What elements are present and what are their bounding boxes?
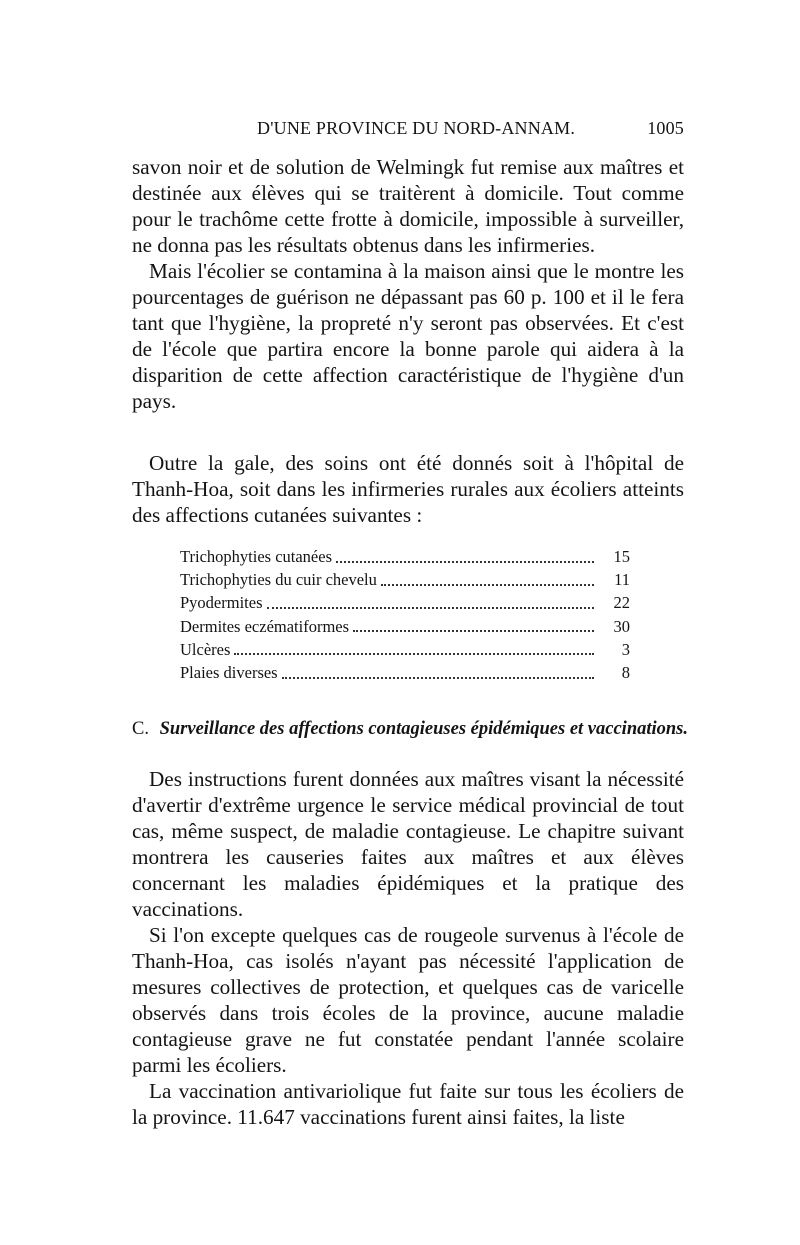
dot-leader: [282, 677, 594, 679]
table-row: [180, 545, 630, 568]
row-label: Pyodermites: [180, 593, 263, 613]
table-row: [180, 638, 630, 661]
row-value: 3: [621, 639, 630, 659]
running-title: D'UNE PROVINCE DU NORD-ANNAM.: [257, 118, 576, 138]
table-row: [180, 661, 630, 684]
row-label: Plaies diverses: [180, 663, 278, 683]
dot-leader: [267, 607, 595, 609]
table-row: [180, 568, 630, 591]
section-heading: [132, 716, 692, 742]
paragraph: Des instructions furent données aux maîtres visant la nécessité d'avertir d'extrême urgence le service médical provincial de tout cas, même suspect, de maladie contagieuse. Le chapitre suivant montrera les causeries faites aux maîtres et aux élèves concernant les maladies épidémiques et la pratique des vaccinations.: [132, 767, 684, 921]
section-letter: C.: [132, 719, 149, 739]
section-title: Surveillance des affections contagieuses épidémiques et vaccinations.: [159, 719, 688, 739]
row-label: Trichophyties cutanées: [180, 547, 332, 566]
text-block-top: [132, 154, 684, 414]
row-label: Trichophyties du cuir chevelu: [180, 570, 377, 590]
row-value: 11: [614, 570, 630, 590]
dot-leader: [336, 561, 594, 563]
row-value: 22: [613, 593, 630, 613]
paragraph-intro: Outre la gale, des soins ont été donnés soit à l'hôpital de Thanh-Hoa, soit dans les infirmeries rurales aux écoliers atteints des affections cutanées suivantes :: [132, 451, 684, 527]
paragraph: Si l'on excepte quelques cas de rougeole survenus à l'école de Thanh-Hoa, cas isolés n'ayant pas nécessité l'application de mesures collectives de protection, et quelques cas de varicelle observés dans trois écoles de la province, aucune maladie contagieuse grave ne fut constatée pendant l'année scolaire parmi les écoliers.: [132, 923, 684, 1077]
dot-leader: [353, 630, 594, 632]
dot-leader: [381, 584, 594, 586]
dot-leader: [234, 653, 594, 655]
text-block-intro: [132, 450, 684, 528]
row-value: 30: [613, 616, 630, 636]
table-row: [180, 615, 630, 638]
row-value: 8: [621, 663, 630, 683]
row-label: Dermites eczématiformes: [180, 616, 350, 636]
paragraph: Mais l'écolier se contamina à la maison ainsi que le montre les pourcentages de guérison ne dépassant pas 60 p. 100 et il le fera tant que l'hygiène, la propreté n'y seront pas observées. Et c'est de l'école que partira encore la bonne parole qui aidera à la disparition de cette affection caractéristique de l'hygiène d'un pays.: [132, 259, 684, 413]
affections-table: [180, 545, 630, 684]
page-number: 1005: [647, 118, 684, 138]
paragraph-continued: savon noir et de solution de Welmingk fut remise aux maîtres et destinée aux élèves qui se traitèrent à domicile. Tout comme pour le trachôme cette frotte à domicile, impossible à surveiller, ne donna pas les résultats obtenus dans les infirmeries.: [132, 155, 684, 257]
table-row: [180, 591, 630, 614]
running-head: [132, 118, 684, 144]
row-label: Ulcères: [180, 639, 231, 659]
paragraph: La vaccination antivariolique fut faite sur tous les écoliers de la province. 11.647 vaccinations furent ainsi faites, la liste: [132, 1079, 684, 1129]
row-value: 15: [613, 547, 630, 566]
text-block-bottom: [132, 766, 684, 1130]
